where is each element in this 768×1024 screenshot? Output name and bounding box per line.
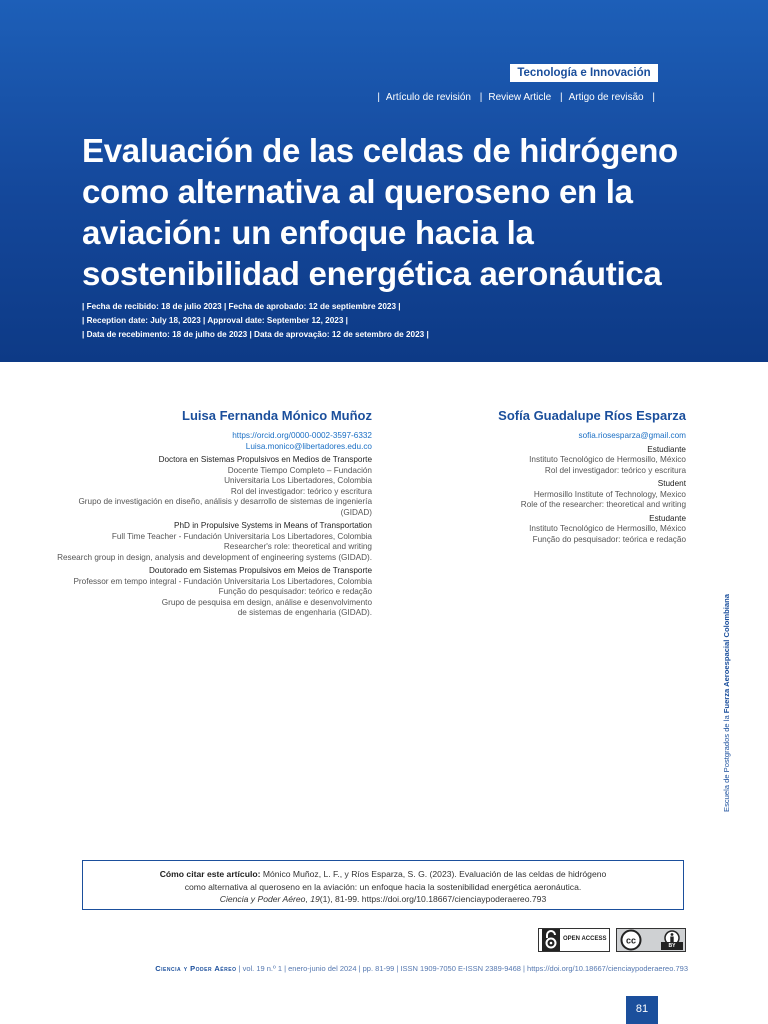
open-access-label: OPEN ACCESS: [563, 936, 607, 942]
open-access-badge[interactable]: [538, 928, 610, 952]
article-type-en: Review Article: [488, 92, 552, 103]
author-1-name: Luisa Fernanda Mónico Muñoz: [182, 408, 372, 423]
citation-text: como alternativa al queroseno en la aviación: un enfoque hacia la sostenibilidad energética aeronáutica.: [184, 881, 582, 892]
author-1-line: Grupo de investigación en diseño, análisis y desarrollo de sistemas de ingeniería (GIDAD): [78, 497, 372, 517]
author-2-degree-es: Estudiante: [647, 444, 686, 454]
footer-info: | vol. 19 n.º 1 | enero-junio del 2024 | pp. 81-99 | ISSN 1909-7050 E-ISSN 2389-9468 | https://doi.org/10.18667/cienciaypoderaereo.793: [236, 964, 688, 973]
author-2-line: Instituto Tecnológico de Hermosillo, México: [529, 524, 686, 533]
author-2-line: Função do pesquisador: teórica e redação: [532, 534, 686, 544]
author-2-line: Role of the researcher: theoretical and writing: [520, 500, 686, 509]
article-type: | Artículo de revisión | Review Article | Artigo de revisão |: [377, 92, 655, 103]
author-1-orcid-link[interactable]: https://orcid.org/0000-0002-3597-6332: [232, 431, 372, 440]
author-1-line: Docente Tiempo Completo – Fundación: [227, 465, 372, 475]
header-banner: [0, 0, 768, 362]
cc-by-label: BY: [661, 942, 683, 950]
author-1-email-link[interactable]: Luisa.monico@libertadores.edu.co: [245, 441, 372, 451]
side-text-bold: Fuerza Aeroespacial Colombiana: [722, 594, 731, 714]
author-1: [52, 408, 372, 619]
open-access-icon: [542, 929, 560, 951]
citation-volume: 19: [310, 894, 320, 904]
footer-journal-name: Ciencia y Poder Aéreo: [155, 964, 237, 973]
section-tag: Tecnología e Innovación: [510, 64, 658, 82]
author-1-degree-pt: Doutorado em Sistemas Propulsivos em Meios de Transporte: [149, 566, 372, 575]
author-2-degree-en: Student: [657, 479, 686, 488]
cc-by-license-badge[interactable]: [616, 928, 686, 952]
author-1-line: Rol del investigador: teórico y escritura: [230, 486, 372, 496]
page-number: 81: [626, 996, 658, 1024]
svg-text:cc: cc: [625, 935, 637, 946]
author-1-line: Researcher's role: theoretical and writing: [223, 542, 372, 551]
dates-en: | Reception date: July 18, 2023 | Approval date: September 12, 2023 |: [82, 316, 348, 325]
author-1-line: de sistemas de engenharia (GIDAD).: [237, 608, 372, 617]
dates-pt: | Data de recebimento: 18 de julho de 2023 | Data de aprovação: 12 de setembro de 2023 |: [82, 330, 429, 339]
author-2-email-link[interactable]: sofia.riosesparza@gmail.com: [578, 431, 686, 440]
citation-box: Cómo citar este artículo: Mónico Muñoz, L. F., y Ríos Esparza, S. G. (2023). Evaluación de las celdas de hidrógeno como alternativa al queroseno en la aviación: un enfoque hacia la sostenibilidad energética aeronáutica. Ciencia y Poder Aéreo, 19(1), 81-99. https://doi.org/10.18667/cienciaypoderaereo.793: [82, 860, 684, 910]
author-1-line: Full Time Teacher - Fundación Universitaria Los Libertadores, Colombia: [111, 531, 372, 541]
author-1-degree-es: Doctora en Sistemas Propulsivos en Medios de Transporte: [158, 455, 372, 464]
dates-es: | Fecha de recibido: 18 de julio 2023 | Fecha de aprobado: 12 de septiembre 2023 |: [82, 302, 401, 311]
author-1-line: Professor em tempo integral - Fundación Universitaria Los Libertadores, Colombia: [73, 576, 372, 586]
author-1-line: Research group in design, analysis and development of engineering systems (GIDAD).: [57, 552, 372, 562]
article-type-pt: Artigo de revisão: [568, 92, 644, 103]
article-title: Evaluación de las celdas de hidrógeno como alternativa al queroseno en la aviación: un enfoque hacia la sostenibilidad energética aeronáutica: [82, 132, 678, 292]
citation-text: Mónico Muñoz, L. F., y Ríos Esparza, S. G. (2023). Evaluación de las celdas de hidrógeno: [260, 869, 607, 879]
citation-journal: Ciencia y Poder Aéreo: [219, 894, 306, 904]
author-1-degree-en: PhD in Propulsive Systems in Means of Transportation: [174, 521, 372, 530]
article-type-es: Artículo de revisión: [385, 92, 471, 103]
citation-doi[interactable]: (1), 81-99. https://doi.org/10.18667/cienciaypoderaereo.793: [319, 894, 547, 904]
author-1-line: Universitaria Los Libertadores, Colombia: [224, 476, 372, 485]
creative-commons-icon: [620, 929, 642, 951]
author-2-line: Instituto Tecnológico de Hermosillo, México: [529, 455, 686, 464]
author-2-line: Rol del investigador: teórico y escritura: [544, 465, 686, 475]
author-2-name: Sofía Guadalupe Ríos Esparza: [498, 408, 686, 423]
article-dates: [82, 300, 429, 342]
author-2-line: Hermosillo Institute of Technology, Mexico: [533, 489, 686, 499]
author-2: [436, 408, 686, 545]
author-1-line: Grupo de pesquisa em design, análise e desenvolvimento: [161, 597, 372, 607]
author-2-degree-pt: Estudante: [649, 513, 686, 523]
footer-journal-info: [80, 964, 688, 973]
side-institution-text: [722, 594, 731, 812]
citation-label: Cómo citar este artículo:: [159, 869, 261, 879]
author-1-line: Função do pesquisador: teórico e redação: [218, 587, 372, 596]
side-text-prefix: Escuela de Postgrados de la: [722, 713, 731, 812]
